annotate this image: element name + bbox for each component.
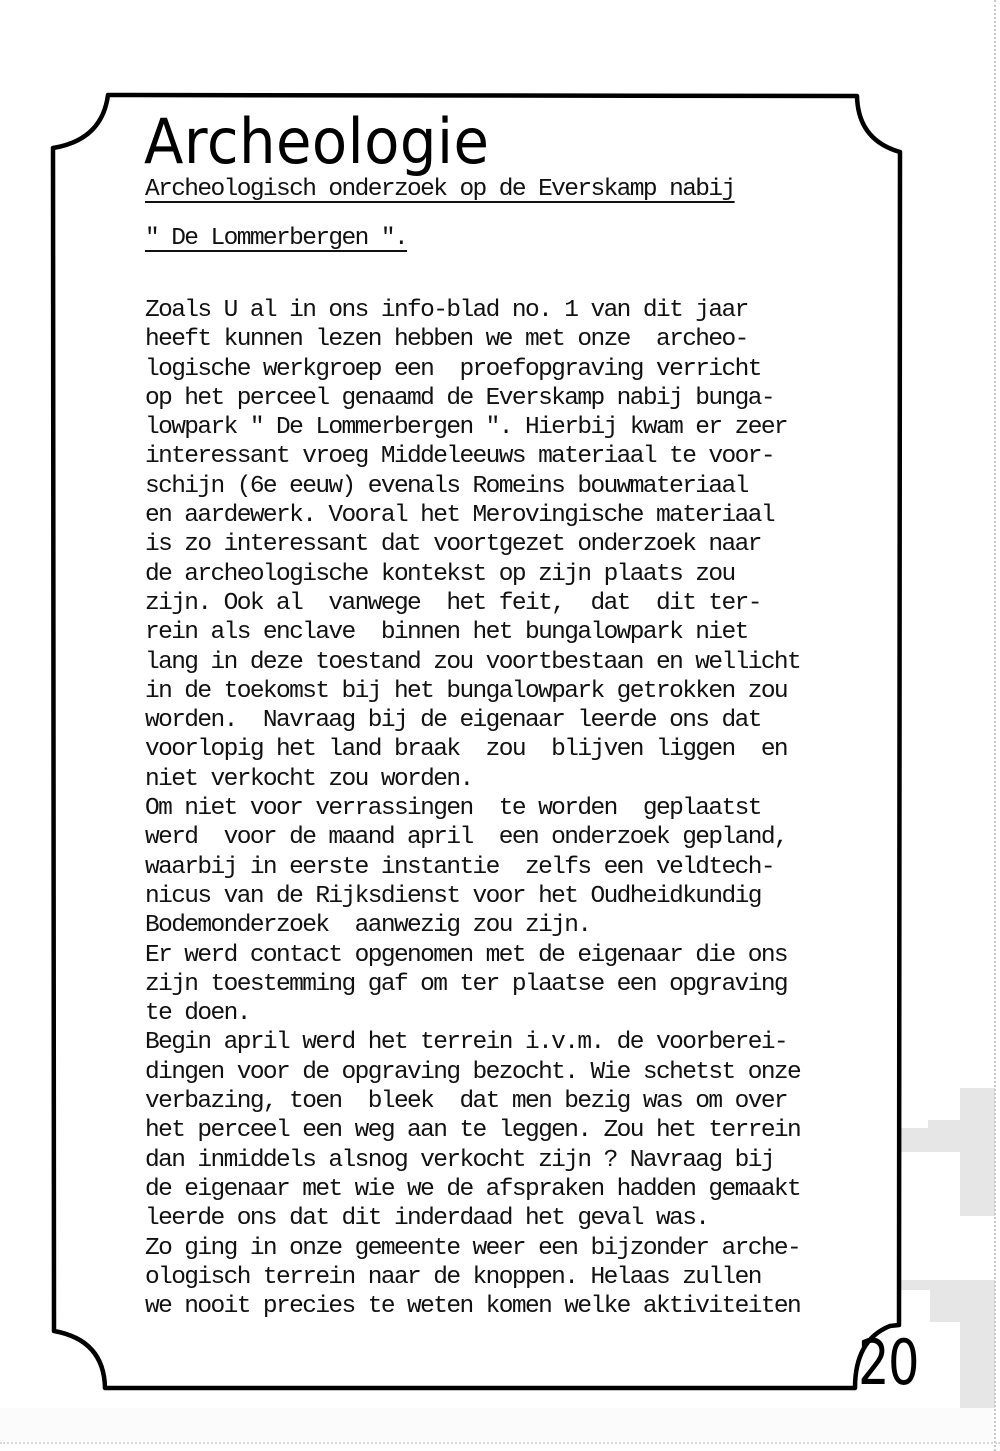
body-line: we nooit precies te weten komen welke aktiviteiten <box>145 1293 801 1321</box>
body-line: werd voor de maand april een onderzoek gepland, <box>145 824 788 852</box>
subtitle-line: " De Lommerbergen ". <box>145 225 408 252</box>
body-line: schijn (6e eeuw) evenals Romeins bouwmateriaal <box>145 472 748 500</box>
article-body <box>145 296 885 1321</box>
body-line: Bodemonderzoek aanwezig zou zijn. <box>145 912 591 940</box>
body-line: is zo interessant dat voortgezet onderzoek naar <box>145 531 761 559</box>
body-line: Begin april werd het terrein i.v.m. de voorberei- <box>145 1029 788 1057</box>
body-line: in de toekomst bij het bungalowpark getrokken zou <box>145 677 788 705</box>
body-line: dingen voor de opgraving bezocht. Wie schetst onze <box>145 1058 801 1086</box>
body-line: zijn toestemming gaf om ter plaatse een opgraving <box>145 970 788 998</box>
body-line: de archeologische kontekst op zijn plaats zou <box>145 560 735 588</box>
body-line: lang in deze toestand zou voortbestaan en wellicht <box>145 648 801 676</box>
body-line: verbazing, toen bleek dat men bezig was om over <box>145 1088 788 1116</box>
body-line: de eigenaar met wie we de afspraken hadden gemaakt <box>145 1175 801 1203</box>
body-line: Er werd contact opgenomen met de eigenaar die ons <box>145 941 788 969</box>
body-line: dan inmiddels alsnog verkocht zijn ? Navraag bij <box>145 1146 774 1174</box>
body-line: worden. Navraag bij de eigenaar leerde ons dat <box>145 707 761 735</box>
body-line: nicus van de Rijksdienst voor het Oudheidkundig <box>145 882 761 910</box>
body-line: logische werkgroep een proefopgraving verricht <box>145 355 761 383</box>
body-line: en aardewerk. Vooral het Merovingische materiaal <box>145 502 774 530</box>
subtitle-line: Archeologisch onderzoek op de Everskamp nabij <box>145 176 735 203</box>
body-line: rein als enclave binnen het bungalowpark niet <box>145 619 748 647</box>
page-number: 20 <box>858 1326 918 1399</box>
body-line: te doen. <box>145 1000 250 1028</box>
body-line: Zoals U al in ons info-blad no. 1 van dit jaar <box>145 297 748 324</box>
body-line: Zo ging in onze gemeente weer een bijzonder arche- <box>145 1234 801 1262</box>
body-line: heeft kunnen lezen hebben we met onze archeo- <box>145 326 748 354</box>
body-line: interessant vroeg Middeleeuws materiaal te voor- <box>145 443 774 471</box>
body-line: waarbij in eerste instantie zelfs een veldtech- <box>145 853 774 881</box>
body-line: op het perceel genaamd de Everskamp nabij bunga- <box>145 384 774 412</box>
body-line: ologisch terrein naar de knoppen. Helaas zullen <box>145 1263 761 1291</box>
body-line: zijn. Ook al vanwege het feit, dat dit ter- <box>145 589 761 617</box>
body-line: Om niet voor verrassingen te worden geplaatst <box>145 795 761 823</box>
body-line: lowpark " De Lommerbergen ". Hierbij kwam er zeer <box>145 414 788 442</box>
body-line: leerde ons dat dit inderdaad het geval was. <box>145 1205 709 1233</box>
body-line: het perceel een weg aan te leggen. Zou het terrein <box>145 1117 801 1145</box>
body-line: voorlopig het land braak zou blijven liggen en <box>145 736 788 764</box>
page-title: Archeologie <box>144 105 490 178</box>
body-line: niet verkocht zou worden. <box>145 765 473 793</box>
